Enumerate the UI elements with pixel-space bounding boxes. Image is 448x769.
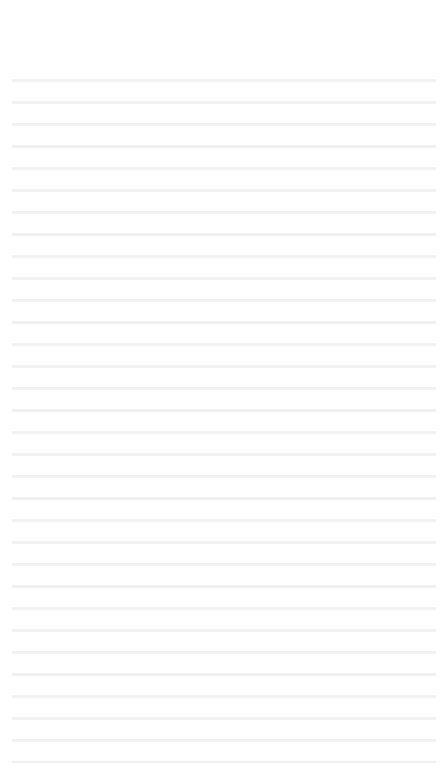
body-text-area bbox=[12, 60, 436, 763]
article-byline bbox=[12, 36, 436, 58]
article-headline bbox=[12, 8, 436, 36]
